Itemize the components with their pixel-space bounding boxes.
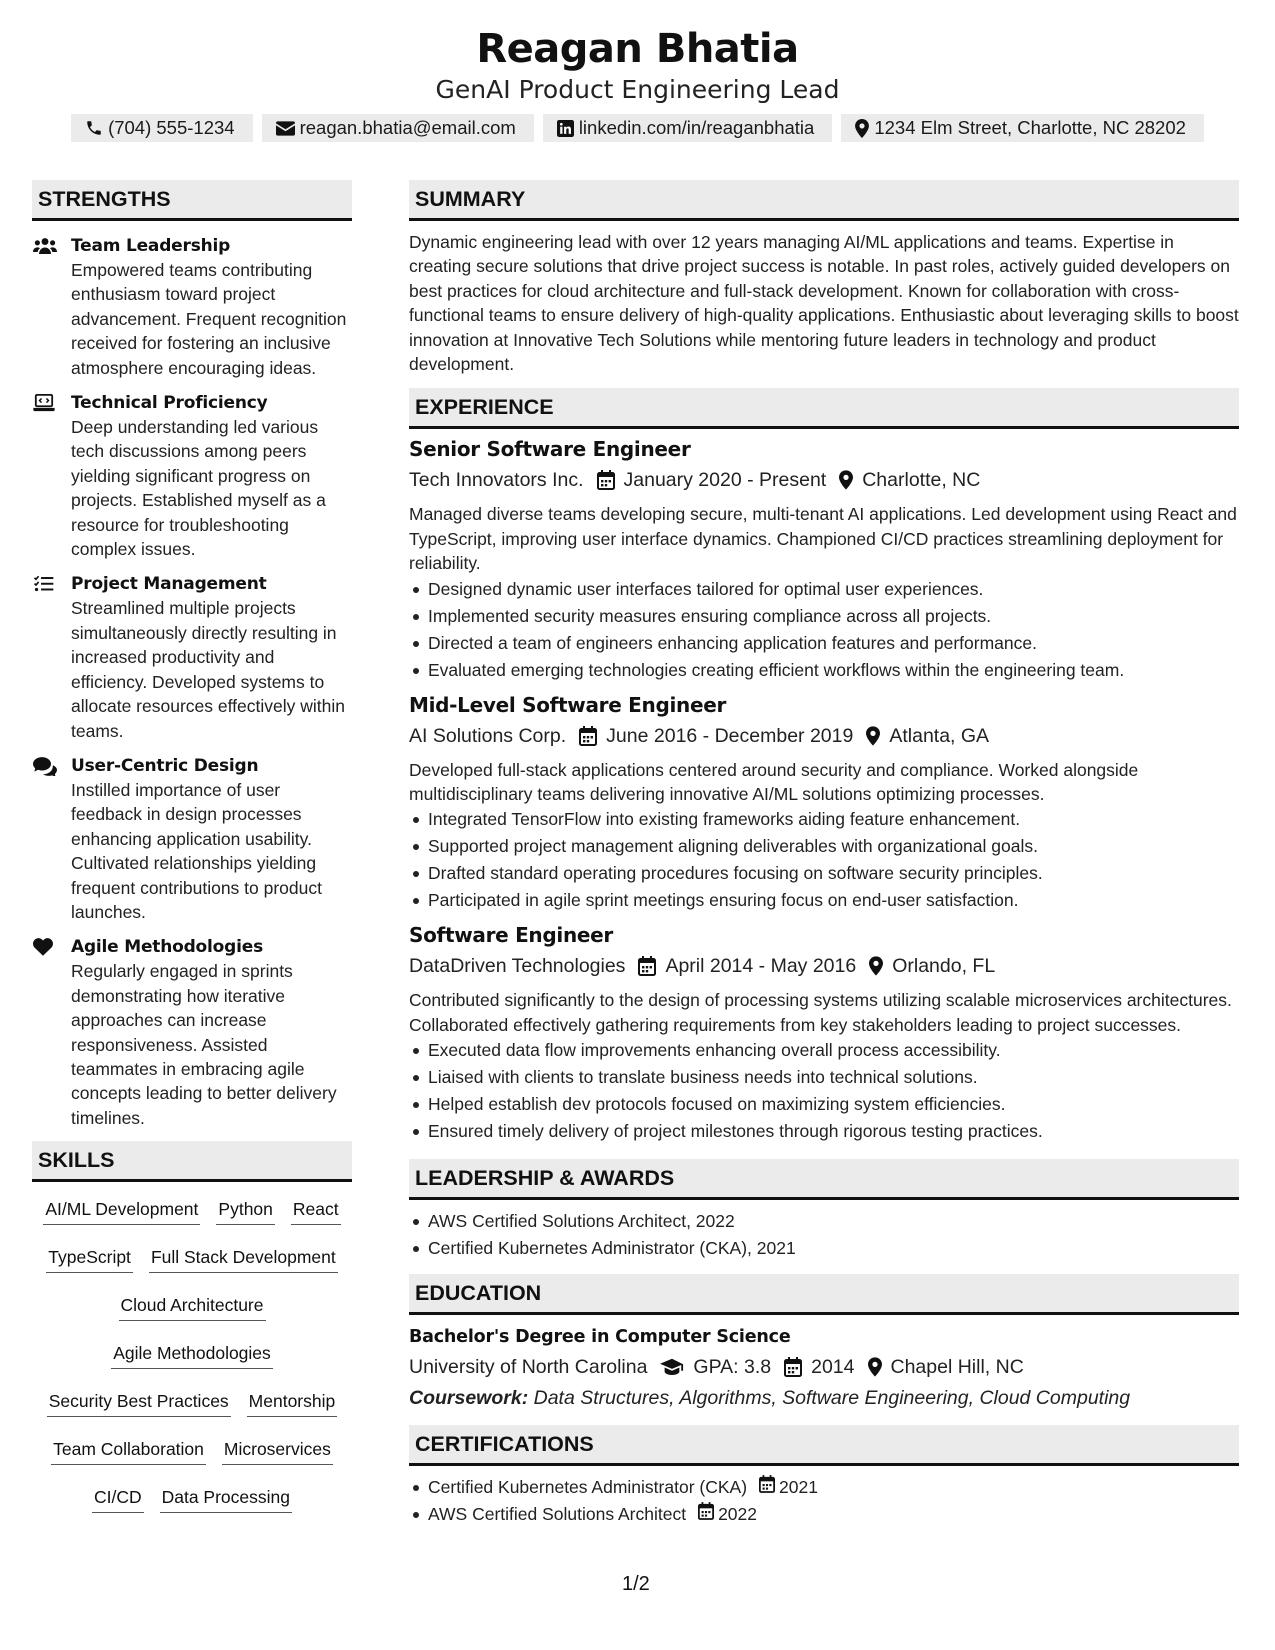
job-dates: January 2020 - Present [623,469,827,492]
heart-icon [32,935,71,1130]
strength-description: Streamlined multiple projects simultaneously directly resulting in increased productivity and efficiency. Developed systems to allocate resources effectively within teams. [71,598,345,741]
job-description: Managed diverse teams developing secure, multi-tenant AI applications. Led development using React and TypeScript, improving user interface dynamics. Championed CI/CD practices streamlining deployment for reliability. [409,504,1237,574]
coursework-label: Coursework: [409,1387,529,1410]
candidate-title: GenAI Product Engineering Lead [435,75,840,104]
summary-heading: SUMMARY [409,180,1239,221]
address-text: 1234 Elm Street, Charlotte, NC 28202 [874,117,1186,138]
strength-item [32,391,352,561]
graduation-year: 2014 [811,1356,855,1379]
certification-year: 2021 [779,1477,818,1498]
job-meta [409,950,1239,982]
email-text: reagan.bhatia@email.com [299,117,516,138]
calendar-icon [698,1501,714,1528]
strength-description: Deep understanding led various tech discussions among peers yielding significant progress on projects. Established myself as a resource for troubleshooting complex issues. [71,417,326,560]
certification-date [759,1474,818,1501]
contact-address [841,114,1204,142]
certification-item [409,1474,1239,1501]
strength-description: Instilled importance of user feedback in design processes enhancing application usability. Cultivated relationships yielding frequent contributions to product launches. [71,779,322,922]
linkedin-text: linkedin.com/in/reaganbhatia [578,117,815,138]
job-meta [409,720,1239,752]
job-entry [409,921,1239,1145]
bullet-item: Participated in agile sprint meetings ensuring focus on end-user satisfaction. [409,887,1239,914]
skill-tag: Microservices [222,1429,333,1465]
job-title: Software Engineer [409,923,613,948]
leadership-heading: LEADERSHIP & AWARDS [409,1159,1239,1200]
strength-title: Project Management [71,574,267,595]
skill-tag: Team Collaboration [51,1429,206,1465]
bullet-item: Helped establish dev protocols focused on maximizing system efficiencies. [409,1091,1239,1118]
calendar-icon [784,1357,802,1377]
bullet-item: Designed dynamic user interfaces tailored for optimal user experiences. [409,576,1239,603]
skills-heading: SKILLS [32,1141,352,1182]
bullet-item: Directed a team of engineers enhancing application features and performance. [409,630,1239,657]
certification-name: Certified Kubernetes Administrator (CKA) [428,1477,748,1498]
skill-tag: Python [216,1189,274,1225]
certification-year: 2022 [718,1504,758,1525]
leadership-list [409,1208,1239,1262]
bullet-item: Drafted standard operating procedures focusing on software security principles. [409,860,1239,887]
degree-title: Bachelor's Degree in Computer Science [409,1327,791,1348]
skill-tag: Agile Methodologies [111,1333,273,1369]
job-dates: June 2016 - December 2019 [606,724,854,747]
education-heading: EDUCATION [409,1274,1239,1315]
award-item: AWS Certified Solutions Architect, 2022 [409,1208,1239,1235]
map-pin-icon [866,726,880,746]
award-item: Certified Kubernetes Administrator (CKA), 2021 [409,1235,1239,1262]
strength-item [32,572,352,742]
job-entry [409,691,1239,915]
strength-item [32,935,352,1130]
phone-icon [85,119,103,137]
linkedin-icon [557,120,574,137]
strengths-heading: STRENGTHS [32,180,352,221]
laptop-code-icon [32,391,71,561]
school-location: Chapel Hill, NC [890,1356,1024,1379]
coursework-text: Data Structures, Algorithms, Software Engineering, Cloud Computing [533,1387,1131,1410]
gpa-text: GPA: 3.8 [693,1356,772,1379]
certification-item [409,1501,1239,1528]
strengths-list [32,234,352,1130]
strength-title: User-Centric Design [71,755,259,776]
calendar-icon [759,1474,775,1501]
job-title: Mid-Level Software Engineer [409,692,727,717]
experience-heading: EXPERIENCE [409,388,1239,429]
phone-text: (704) 555-1234 [108,117,235,138]
job-title: Senior Software Engineer [409,437,691,462]
skill-tag: Security Best Practices [47,1381,231,1417]
strength-item [32,234,352,380]
company-name: DataDriven Technologies [409,955,626,978]
coursework-line [409,1383,1239,1413]
strength-title: Team Leadership [71,236,231,256]
job-bullets [409,1037,1239,1145]
skill-tag: TypeScript [46,1237,133,1273]
contact-bar [0,114,1275,142]
candidate-name: Reagan Bhatia [476,26,799,72]
job-location: Charlotte, NC [862,469,981,492]
job-location: Orlando, FL [892,955,996,978]
strength-title: Agile Methodologies [71,937,263,958]
contact-linkedin[interactable] [543,114,833,142]
job-description: Contributed significantly to the design of processing systems utilizing scalable microservices architectures. Collaborated effectively gathering requirements from key stakeholders leading to project successes. [409,990,1232,1035]
certifications-heading: CERTIFICATIONS [409,1425,1239,1466]
bullet-item: Ensured timely delivery of project milestones through rigorous testing practices. [409,1118,1239,1145]
bullet-item: Evaluated emerging technologies creating efficient workflows within the engineering team. [409,657,1239,684]
job-location: Atlanta, GA [889,724,990,747]
skill-tag: Data Processing [160,1477,292,1513]
calendar-icon [597,470,615,490]
bullet-item: Supported project management aligning deliverables with organizational goals. [409,833,1239,860]
job-bullets [409,806,1239,914]
strength-title: Technical Proficiency [71,393,268,414]
certification-name: AWS Certified Solutions Architect [428,1504,687,1525]
calendar-icon [579,726,597,746]
left-column [32,180,352,1525]
skill-tag: Cloud Architecture [119,1285,266,1321]
job-meta [409,464,1239,496]
education-meta [409,1351,1239,1383]
map-pin-icon [855,119,869,138]
skill-tag: CI/CD [92,1477,144,1513]
bullet-item: Integrated TensorFlow into existing frameworks aiding feature enhancement. [409,806,1239,833]
job-entry [409,435,1239,683]
comments-icon [32,754,71,924]
right-column [409,180,1239,1528]
summary-text: Dynamic engineering lead with over 12 years managing AI/ML applications and teams. Expertise in creating secure solutions that drive project success is notable. In past roles, actively guided developers on best practices for cloud architecture and full-stack development. Known for collaboration with cross-functional teams to ensure delivery of high-quality applications. Enthusiastic about leveraging skills to boost innovation at Innovative Tech Solutions while mentoring future leaders in technology and product development. [409,232,1239,375]
map-pin-icon [869,956,883,976]
skill-tag: AI/ML Development [43,1189,200,1225]
skill-tag: Mentorship [247,1381,338,1417]
envelope-icon [276,121,295,136]
strength-description: Regularly engaged in sprints demonstrating how iterative approaches can increase responsiveness. Assisted teammates in embracing agile concepts leading to better delivery timelines. [71,961,337,1128]
map-pin-icon [839,470,853,490]
company-name: AI Solutions Corp. [409,724,567,747]
skill-tag: React [291,1189,341,1225]
contact-phone[interactable] [71,114,253,142]
bullet-item: Executed data flow improvements enhancing overall process accessibility. [409,1037,1239,1064]
calendar-icon [638,956,656,976]
bullet-item: Implemented security measures ensuring compliance across all projects. [409,603,1239,630]
graduation-cap-icon [660,1358,684,1376]
team-icon [32,234,71,380]
company-name: Tech Innovators Inc. [409,469,584,492]
certifications-list [409,1474,1239,1528]
map-pin-icon [868,1357,882,1377]
skills-list [32,1189,352,1525]
page-number: 1/2 [622,1573,650,1595]
list-check-icon [32,572,71,742]
resume-header [0,22,1275,106]
job-description: Developed full-stack applications centered around security and compliance. Worked alongside multidisciplinary teams delivering innovative AI/ML solutions optimizing processes. [409,759,1139,805]
job-bullets [409,576,1239,684]
bullet-item: Liaised with clients to translate business needs into technical solutions. [409,1064,1239,1091]
contact-email[interactable] [262,114,534,142]
skill-tag: Full Stack Development [149,1237,338,1273]
school-name: University of North Carolina [409,1356,648,1379]
job-dates: April 2014 - May 2016 [665,955,857,978]
strength-description: Empowered teams contributing enthusiasm toward project advancement. Frequent recognition received for fostering an inclusive atmosphere encouraging ideas. [71,260,347,378]
strength-item [32,754,352,924]
certification-date [698,1501,757,1528]
